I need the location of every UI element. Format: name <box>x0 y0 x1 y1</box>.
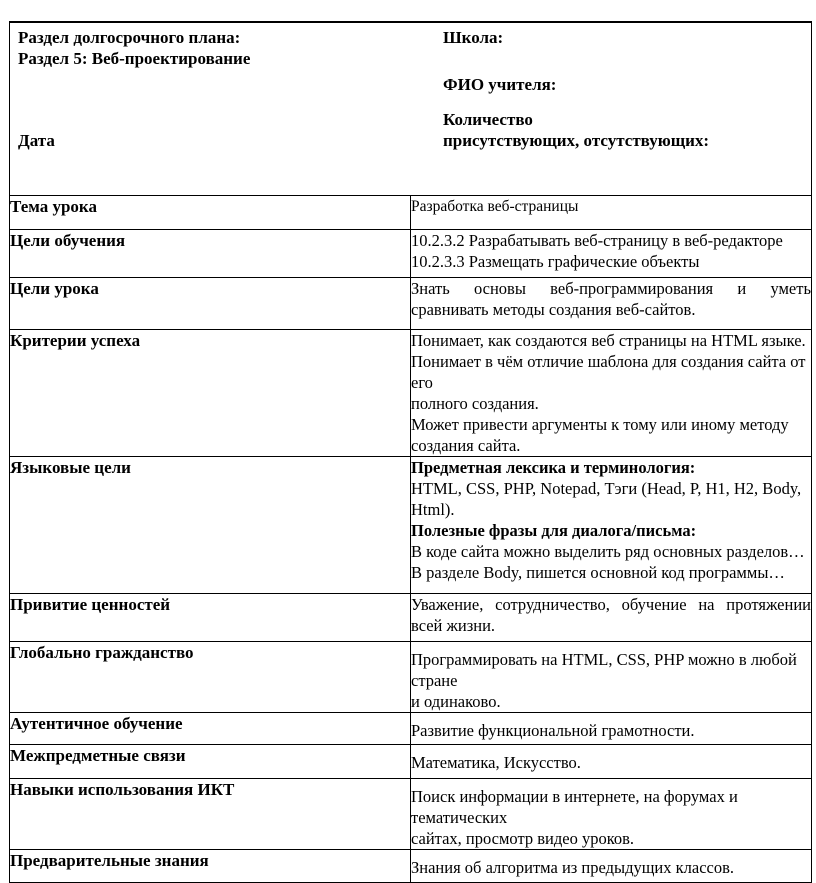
attendance-block <box>443 109 709 151</box>
row-label: Глобально гражданство <box>10 642 411 713</box>
value-line: Может привести аргументы к тому или иному методу <box>411 415 789 434</box>
row-value <box>411 457 812 594</box>
phrases-heading: Полезные фразы для диалога/письма: <box>411 521 697 540</box>
value-line: Знания об алгоритма из предыдущих классов. <box>411 858 735 877</box>
row-global-citizenship <box>10 642 812 713</box>
row-prior-knowledge <box>10 850 812 883</box>
attendance-line-1: Количество <box>443 110 533 129</box>
value-line: Развитие функциональной грамотности. <box>411 721 695 740</box>
lesson-plan-table <box>9 21 812 883</box>
row-value <box>411 713 812 745</box>
value-line: Поиск информации в интернете, на форумах и тематических <box>411 787 738 827</box>
row-cross-curricular <box>10 745 812 779</box>
row-value <box>411 642 812 713</box>
row-label: Навыки использования ИКТ <box>10 779 411 850</box>
value-line: Понимает в чём отличие шаблона для создания сайта от его <box>411 352 806 392</box>
row-lesson-goals <box>10 278 812 330</box>
value-line: полного создания. <box>411 394 539 413</box>
row-value: Уважение, сотрудничество, обучение на протяжении всей жизни. <box>411 594 812 642</box>
value-line: Разработка веб-страницы <box>411 198 579 215</box>
row-label: Межпредметные связи <box>10 745 411 779</box>
section-label: Раздел долгосрочного плана: <box>18 28 241 47</box>
value-line: сайтах, просмотр видео уроков. <box>411 829 635 848</box>
row-lesson-topic <box>10 196 812 230</box>
vocabulary-heading: Предметная лексика и терминология: <box>411 458 696 477</box>
row-value <box>411 330 812 457</box>
row-values <box>10 594 812 642</box>
value-line: и одинаково. <box>411 692 501 711</box>
row-label: Привитие ценностей <box>10 594 411 642</box>
value-line: 10.2.3.3 Размещать графические объекты <box>411 252 700 271</box>
section-block <box>18 27 250 69</box>
row-ict-skills <box>10 779 812 850</box>
value-line: Понимает, как создаются веб страницы на HTML языке. <box>411 331 806 350</box>
row-label: Предварительные знания <box>10 850 411 883</box>
row-authentic-learning <box>10 713 812 745</box>
row-value <box>411 745 812 779</box>
row-success-criteria <box>10 330 812 457</box>
row-label: Языковые цели <box>10 457 411 594</box>
teacher-label: ФИО учителя: <box>443 75 557 94</box>
value-line: В коде сайта можно выделить ряд основных разделов… <box>411 542 805 561</box>
row-label: Цели урока <box>10 278 411 330</box>
value-line: 10.2.3.2 Разрабатывать веб-страницу в веб-редакторе <box>411 231 783 250</box>
value-line: Программировать на HTML, CSS, PHP можно в любой стране <box>411 650 797 690</box>
attendance-line-2: присутствующих, отсутствующих: <box>443 131 710 150</box>
row-language-goals <box>10 457 812 594</box>
row-label: Критерии успеха <box>10 330 411 457</box>
row-label: Цели обучения <box>10 230 411 278</box>
header-cell <box>10 22 812 196</box>
row-value <box>411 230 812 278</box>
section-value: Раздел 5: Веб-проектирование <box>18 49 251 68</box>
row-value <box>411 779 812 850</box>
row-value <box>411 196 812 230</box>
value-line: создания сайта. <box>411 436 521 455</box>
date-label: Дата <box>18 131 55 150</box>
row-learning-goals <box>10 230 812 278</box>
value-line: В разделе Body, пишется основной код программы… <box>411 563 785 582</box>
school-label: Школа: <box>443 28 504 47</box>
row-value: Знать основы веб-программирования и уметь сравнивать методы создания веб-сайтов. <box>411 278 812 330</box>
row-value <box>411 850 812 883</box>
row-label: Тема урока <box>10 196 411 230</box>
header-row <box>10 22 812 196</box>
value-line: HTML, CSS, PHP, Notepad, Тэги (Head, P, H1, H2, Body, Html). <box>411 479 802 519</box>
value-line: Математика, Искусство. <box>411 753 581 772</box>
row-label: Аутентичное обучение <box>10 713 411 745</box>
